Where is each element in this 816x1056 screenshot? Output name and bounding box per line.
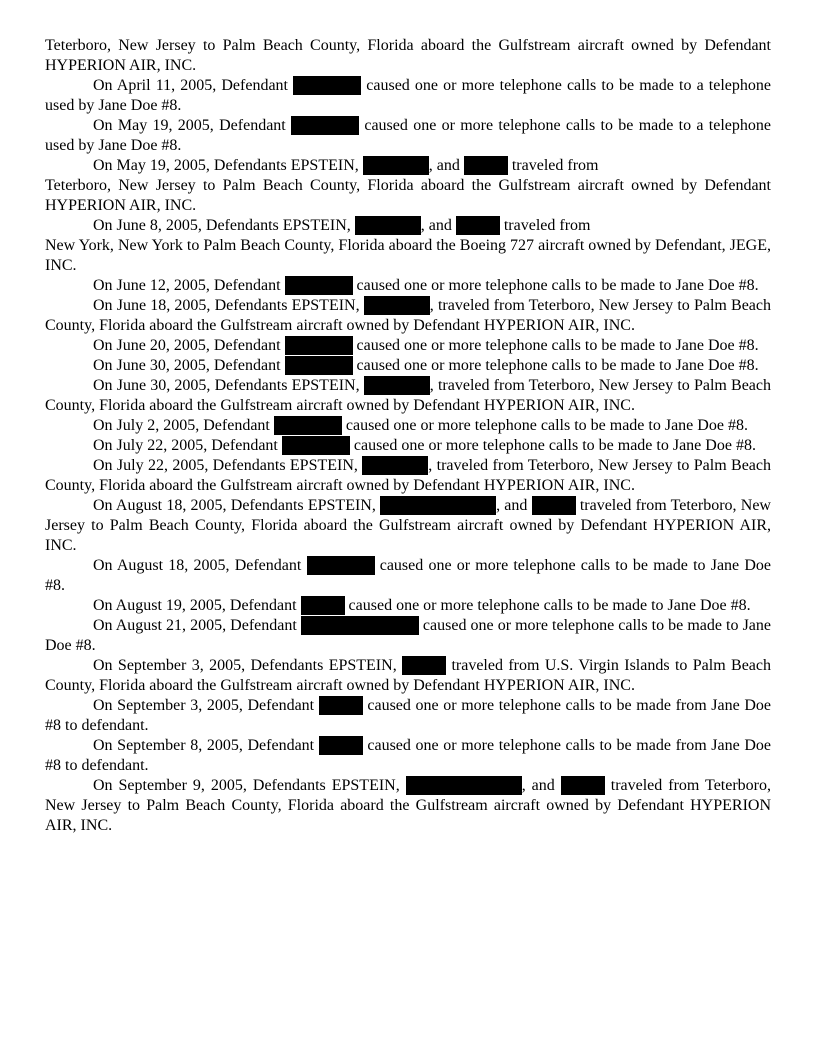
redaction-block: [364, 376, 430, 395]
paragraph-text: caused one or more telephone calls to be made to a telephone used by Jane Doe #8.: [45, 117, 771, 154]
paragraph-text: On July 2, 2005, Defendant: [93, 417, 274, 434]
document-paragraph: [45, 556, 771, 596]
paragraph-text: On August 18, 2005, Defendant: [93, 557, 307, 574]
paragraph-text: On August 18, 2005, Defendants EPSTEIN,: [93, 497, 381, 514]
paragraph-text: On September 3, 2005, Defendants EPSTEIN,: [93, 657, 403, 674]
paragraph-text: On June 12, 2005, Defendant: [93, 277, 285, 294]
paragraph-text: traveled from U.S. Virgin Islands to Palm Beach County, Florida aboard the Gulfstream aircraft owned by Defendant HYPERION AIR, INC.: [45, 657, 772, 694]
paragraph-text: caused one or more telephone calls to be made from Jane Doe #8 to defendant.: [45, 697, 772, 734]
document-paragraph: [45, 156, 771, 176]
document-page: [45, 36, 771, 836]
paragraph-text: , and: [420, 217, 456, 234]
redaction-block: [355, 216, 421, 235]
redaction-block: [363, 156, 429, 175]
paragraph-text: , traveled from Teterboro, New Jersey to Palm Beach County, Florida aboard the Gulfstream aircraft owned by Defendant HYPERION AIR, INC.: [45, 297, 771, 334]
paragraph-text: On June 30, 2005, Defendants EPSTEIN,: [93, 377, 364, 394]
paragraph-text: New York, New York to Palm Beach County, Florida aboard the Boeing 727 aircraft owned by Defendant, JEGE, INC.: [45, 237, 771, 274]
paragraph-text: On September 3, 2005, Defendant: [93, 697, 319, 714]
document-paragraph: [45, 436, 771, 456]
redaction-block: [362, 456, 428, 475]
document-paragraph: [45, 416, 771, 436]
paragraph-text: caused one or more telephone calls to be made from Jane Doe #8 to defendant.: [45, 737, 772, 774]
paragraph-text: caused one or more telephone calls to be made to Jane Doe #8.: [45, 617, 772, 654]
redaction-block: [319, 696, 363, 715]
paragraph-text: Teterboro, New Jersey to Palm Beach County, Florida aboard the Gulfstream aircraft owned by Defendant HYPERION AIR, INC.: [45, 37, 771, 74]
paragraph-text: caused one or more telephone calls to be made to Jane Doe #8.: [352, 357, 759, 374]
document-paragraph: [45, 76, 771, 116]
paragraph-text: On June 20, 2005, Defendant: [93, 337, 285, 354]
redaction-block: [274, 416, 342, 435]
redaction-block: [291, 116, 359, 135]
document-paragraph: [45, 336, 771, 356]
paragraph-text: , traveled from Teterboro, New Jersey to Palm Beach County, Florida aboard the Gulfstream aircraft owned by Defendant HYPERION AIR, INC.: [45, 457, 771, 494]
document-paragraph: [45, 296, 771, 336]
paragraph-text: caused one or more telephone calls to be made to Jane Doe #8.: [349, 437, 756, 454]
redaction-block: [282, 436, 350, 455]
document-paragraph: [45, 356, 771, 376]
paragraph-text: traveled from: [507, 157, 599, 174]
redaction-block: [456, 216, 500, 235]
document-paragraph: [45, 176, 771, 216]
paragraph-text: On May 19, 2005, Defendant: [93, 117, 292, 134]
paragraph-text: Teterboro, New Jersey to Palm Beach County, Florida aboard the Gulfstream aircraft owned by Defendant HYPERION AIR, INC.: [45, 177, 771, 214]
document-paragraph: [45, 116, 771, 156]
paragraph-text: On August 19, 2005, Defendant: [93, 597, 301, 614]
paragraph-text: traveled from: [499, 217, 591, 234]
paragraph-text: traveled from Teterboro, New Jersey to Palm Beach County, Florida aboard the Gulfstream aircraft owned by Defendant HYPERION AIR, INC.: [45, 777, 771, 834]
paragraph-text: On May 19, 2005, Defendants EPSTEIN,: [93, 157, 363, 174]
paragraph-text: On September 8, 2005, Defendant: [93, 737, 319, 754]
document-paragraph: [45, 496, 771, 556]
paragraph-text: On June 30, 2005, Defendant: [93, 357, 285, 374]
paragraph-text: On September 9, 2005, Defendants EPSTEIN,: [93, 777, 406, 794]
redaction-block: [380, 496, 496, 515]
paragraph-text: On July 22, 2005, Defendant: [93, 437, 282, 454]
redaction-block: [285, 336, 353, 355]
redaction-block: [561, 776, 605, 795]
document-paragraph: [45, 596, 771, 616]
document-paragraph: [45, 376, 771, 416]
document-paragraph: [45, 696, 771, 736]
document-paragraph: [45, 456, 771, 496]
paragraph-text: , and: [496, 497, 532, 514]
redaction-block: [293, 76, 361, 95]
paragraph-text: On July 22, 2005, Defendants EPSTEIN,: [93, 457, 363, 474]
document-paragraph: [45, 616, 771, 656]
document-paragraph: [45, 656, 771, 696]
paragraph-text: caused one or more telephone calls to be made to Jane Doe #8.: [45, 557, 772, 594]
redaction-block: [406, 776, 522, 795]
redaction-block: [464, 156, 508, 175]
paragraph-text: caused one or more telephone calls to be made to Jane Doe #8.: [344, 597, 751, 614]
paragraph-text: , and: [428, 157, 464, 174]
document-paragraph: [45, 216, 771, 236]
paragraph-text: , traveled from Teterboro, New Jersey to Palm Beach County, Florida aboard the Gulfstream aircraft owned by Defendant HYPERION AIR, INC.: [45, 377, 771, 414]
paragraph-text: On June 18, 2005, Defendants EPSTEIN,: [93, 297, 364, 314]
redaction-block: [301, 596, 345, 615]
redaction-block: [301, 616, 419, 635]
redaction-block: [364, 296, 430, 315]
paragraph-text: caused one or more telephone calls to be made to Jane Doe #8.: [352, 277, 759, 294]
paragraph-text: traveled from Teterboro, New Jersey to Palm Beach County, Florida aboard the Gulfstream aircraft owned by Defendant HYPERION AIR, INC.: [45, 497, 771, 554]
paragraph-text: caused one or more telephone calls to be made to Jane Doe #8.: [341, 417, 748, 434]
paragraph-text: caused one or more telephone calls to be made to Jane Doe #8.: [352, 337, 759, 354]
paragraph-text: caused one or more telephone calls to be made to a telephone used by Jane Doe #8.: [45, 77, 771, 114]
paragraph-text: On April 11, 2005, Defendant: [93, 77, 294, 94]
redaction-block: [285, 356, 353, 375]
paragraph-text: On August 21, 2005, Defendant: [93, 617, 301, 634]
paragraph-text: On June 8, 2005, Defendants EPSTEIN,: [93, 217, 355, 234]
document-paragraph: [45, 736, 771, 776]
document-paragraph: [45, 236, 771, 276]
redaction-block: [285, 276, 353, 295]
document-paragraph: [45, 36, 771, 76]
document-paragraph: [45, 276, 771, 296]
redaction-block: [307, 556, 375, 575]
redaction-block: [402, 656, 446, 675]
redaction-block: [319, 736, 363, 755]
document-paragraph: [45, 776, 771, 836]
redaction-block: [532, 496, 576, 515]
paragraph-text: , and: [521, 777, 561, 794]
